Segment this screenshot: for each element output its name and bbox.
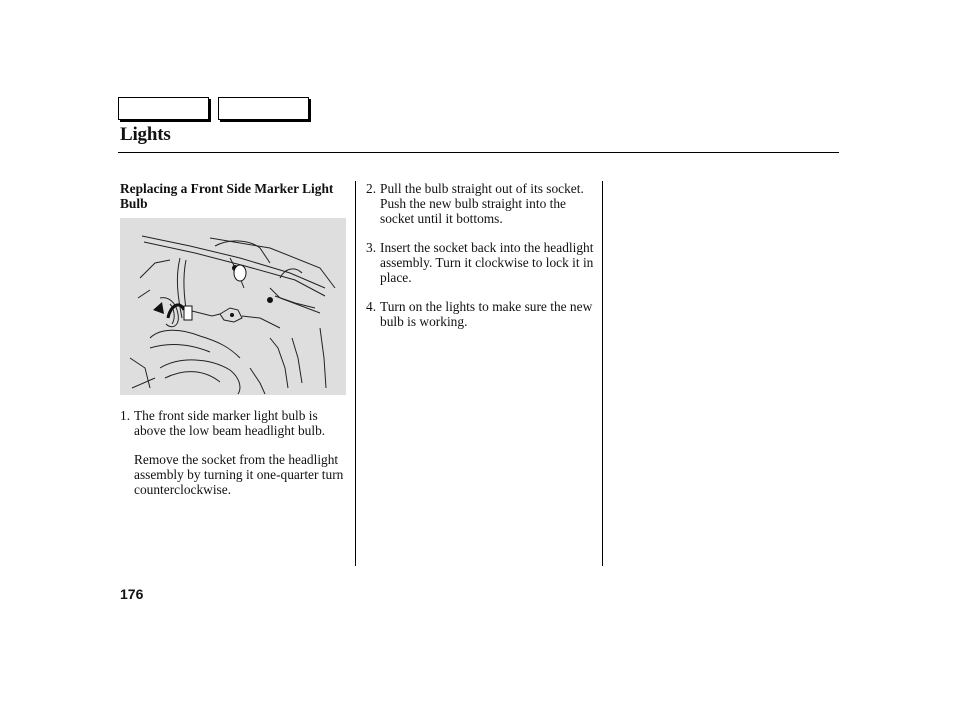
nav-button-previous[interactable] [118,97,209,120]
column-middle [366,181,598,343]
step-2 [366,181,598,226]
step-4 [366,299,598,329]
page-title: Lights [120,124,171,145]
step-text: Insert the socket back into the headlight assembly. Turn it clockwise to lock it in place. [380,240,594,285]
step-1-detail: Remove the socket from the headlight assembly by turning it one-quarter turn counterclockwise. [134,452,344,497]
step-number: 3. [366,240,377,255]
step-3 [366,240,598,285]
step-number: 1. [120,408,131,423]
engine-bay-figure [120,218,346,395]
column-divider-1 [355,181,356,566]
step-number: 4. [366,299,377,314]
step-1 [120,408,352,438]
title-rule [118,152,839,153]
section-heading: Replacing a Front Side Marker Light Bulb [120,181,334,211]
column-left [120,181,352,497]
step-text: The front side marker light bulb is above the low beam headlight bulb. [134,408,326,438]
step-number: 2. [366,181,377,196]
nav-button-next[interactable] [218,97,309,120]
engine-bay-illustration [120,218,346,395]
page-number: 176 [120,586,144,602]
step-text: Turn on the lights to make sure the new bulb is working. [380,299,593,329]
column-divider-2 [602,181,603,566]
step-text: Pull the bulb straight out of its socket. Push the new bulb straight into the socket until it bottoms. [380,181,584,226]
